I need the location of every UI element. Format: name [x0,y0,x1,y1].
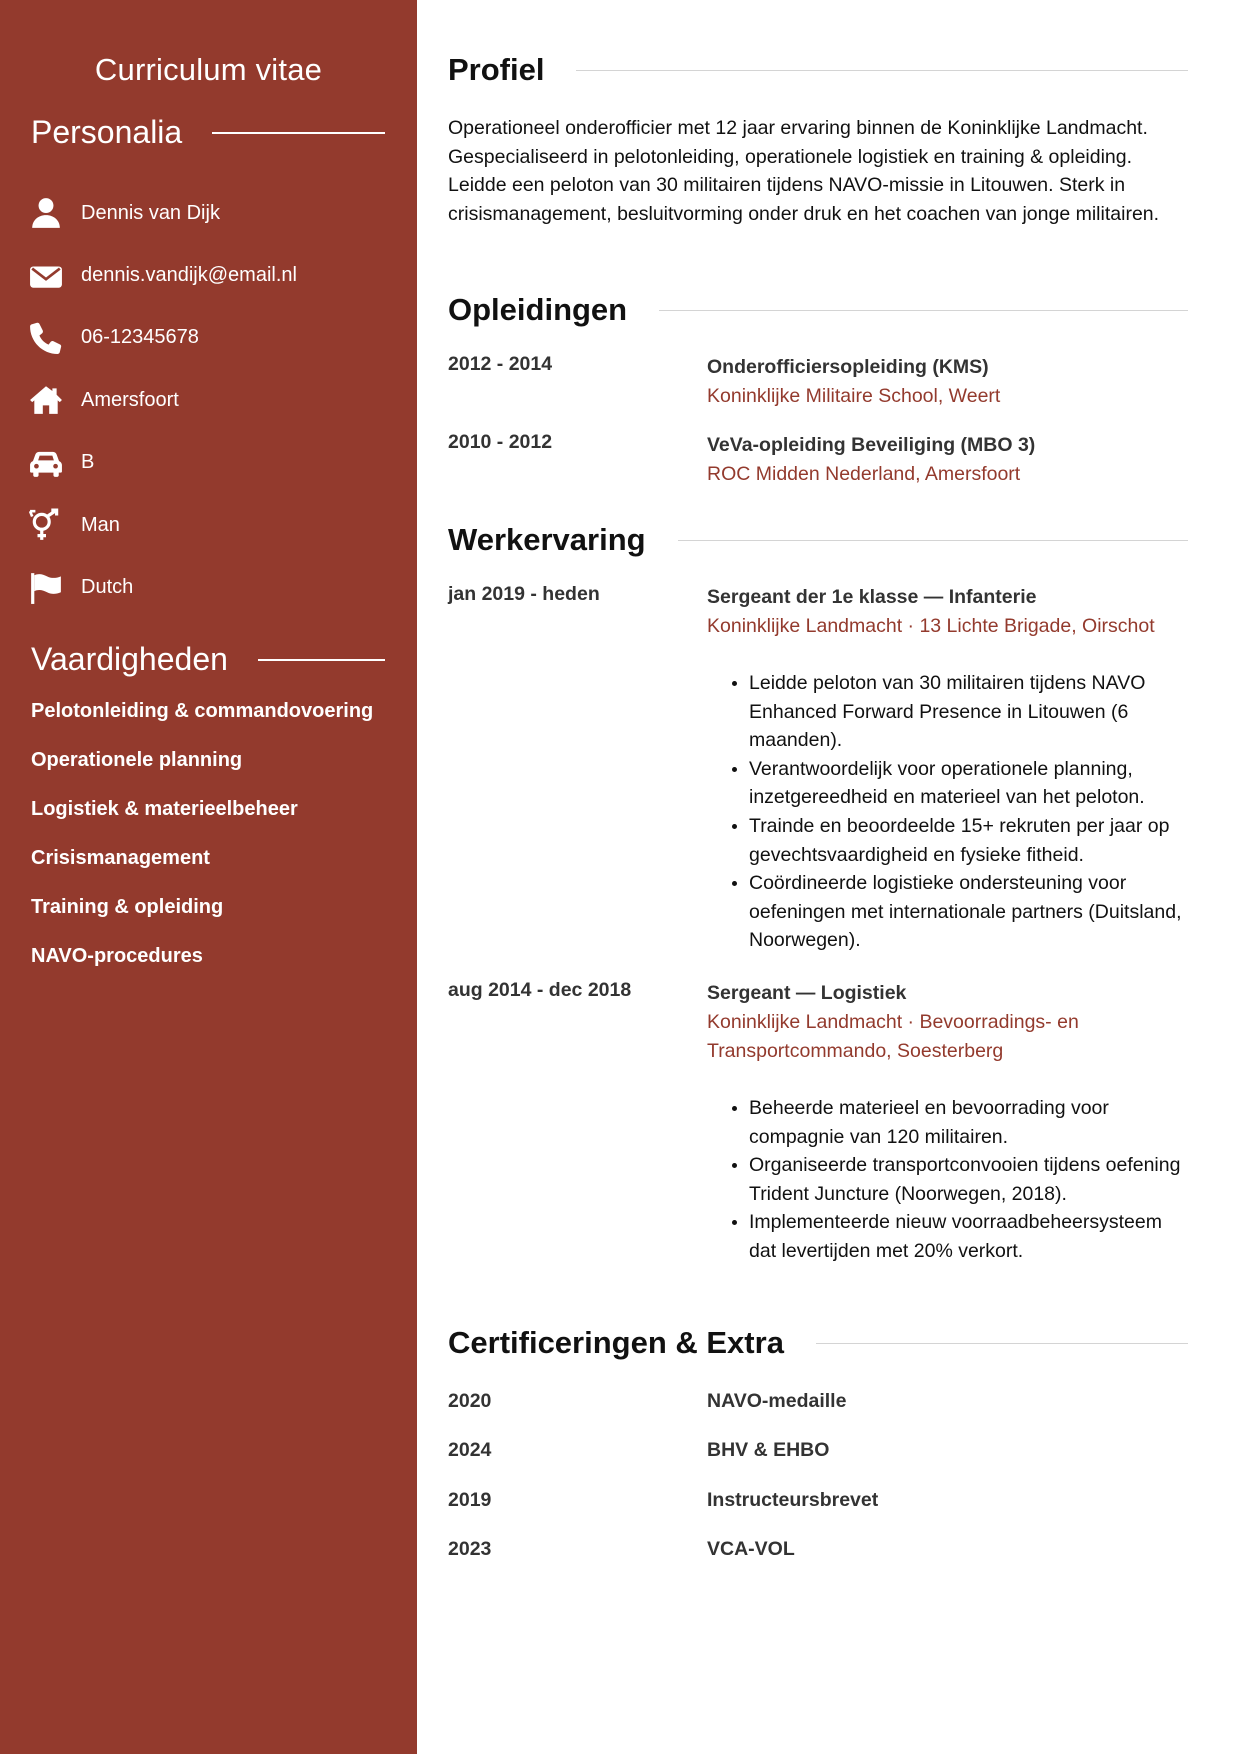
experience-bullet: • Beheerde materieel en bevoorrading voor compagnie van 120 militairen. [749,1094,1190,1151]
experience-heading-rule [678,540,1188,541]
info-email[interactable]: dennis.vandijk@email.nl [81,264,297,287]
envelope-icon [28,258,64,294]
flag-icon [28,570,64,606]
skill-item: Pelotonleiding & commandovoering [31,700,374,722]
experience-employer: Koninklijke Landmacht · 13 Lichte Brigade, Oirschot [707,615,1155,637]
info-item-gender [28,494,297,556]
education-heading [448,292,1188,328]
certification-name: NAVO-medaille [707,1390,847,1412]
experience-date: aug 2014 - dec 2018 [448,979,632,1001]
info-item-license [28,432,297,494]
user-icon [28,195,64,231]
skills-heading-rule [258,659,385,661]
experience-bullet: • Verantwoordelijk voor operationele planning, inzetgereedheid en materieel van het peloton. [749,755,1190,812]
certification-row [448,1538,1190,1568]
info-city: Amersfoort [81,388,179,411]
profile-heading [448,52,1188,88]
cv-title: Curriculum vitae [94,52,323,87]
info-item-phone [28,307,297,369]
skill-item: NAVO-procedures [31,945,203,967]
experience-bullet: • Trainde en beoordeelde 15+ rekruten per jaar op gevechtsvaardigheid en fysieke fitheid. [749,812,1190,869]
personalia-heading-rule [212,132,385,134]
certification-name: BHV & EHBO [707,1439,830,1461]
experience-employer: Koninklijke Landmacht · Bevoorradings- en Transportcommando, Soesterberg [707,1011,1079,1062]
experience-bullet: • Implementeerde nieuw voorraadbeheersysteem dat levertijden met 20% verkort. [749,1208,1190,1265]
profile-heading-rule [576,70,1188,71]
personalia-heading-label: Personalia [31,114,183,150]
skill-item: Crisismanagement [31,847,210,869]
certification-year: 2020 [448,1390,492,1412]
education-heading-rule [659,310,1188,311]
certification-row [448,1390,1190,1420]
info-driving-license: B [81,451,95,474]
gender-icon [28,507,64,543]
sidebar [0,0,417,1754]
info-nationality: Dutch [81,576,134,599]
certification-name: Instructeursbrevet [707,1489,879,1511]
skill-item: Training & opleiding [31,896,224,918]
info-item-email [28,244,297,306]
info-name: Dennis van Dijk [81,201,220,224]
certification-row [448,1489,1190,1519]
education-body [707,353,1190,411]
experience-bullet: • Organiseerde transportconvooien tijdens oefening Trident Juncture (Noorwegen, 2018). [749,1151,1190,1208]
experience-bullet: • Leidde peloton van 30 militairen tijdens NAVO Enhanced Forward Presence in Litouwen (6 maanden). [749,669,1190,755]
certification-name: VCA-VOL [707,1538,795,1560]
experience-body [707,583,1190,955]
info-item-name [28,182,297,244]
skill-item: Logistiek & materieelbeheer [31,798,298,820]
home-icon [28,382,64,418]
info-item-city [28,369,297,431]
education-title: VeVa-opleiding Beveiliging (MBO 3) [707,434,1036,456]
experience-title: Sergeant — Logistiek [707,982,907,1004]
skills-list [31,697,391,991]
education-heading-label: Opleidingen [448,292,628,327]
skill-item: Operationele planning [31,749,243,771]
education-title: Onderofficiersopleiding (KMS) [707,356,989,378]
skills-heading [31,641,385,678]
experience-body [707,979,1190,1266]
certification-year: 2024 [448,1439,492,1461]
info-item-nationality [28,556,297,618]
certifications-heading-rule [816,1343,1188,1344]
phone-icon [28,320,64,356]
info-gender: Man [81,513,120,536]
certification-year: 2023 [448,1538,492,1560]
certification-year: 2019 [448,1489,492,1511]
certifications-heading-label: Certificeringen & Extra [448,1325,784,1360]
education-institution: Koninklijke Militaire School, Weert [707,385,1001,407]
personal-info-list [28,182,297,619]
education-body [707,431,1190,489]
profile-text: Operationeel onderofficier met 12 jaar ervaring binnen de Koninklijke Landmacht. Gespecialiseerd in pelotonleiding, operationele logistiek en training & opleiding. Leidde een peloton van 30 militairen tijdens NAVO-missie in Litouwen. Sterk in crisismanagement, besluitvorming onder druk en het coachen van jonge militairen. [448,117,1160,225]
certification-row [448,1439,1190,1469]
experience-title: Sergeant der 1e klasse — Infanterie [707,586,1037,608]
education-institution: ROC Midden Nederland, Amersfoort [707,463,1021,485]
personalia-heading [31,114,385,151]
experience-bullets [707,669,1190,955]
experience-bullet: • Coördineerde logistieke ondersteuning voor oefeningen met internationale partners (Duitsland, Noorwegen). [749,869,1190,955]
profile-heading-label: Profiel [448,52,545,87]
education-date: 2012 - 2014 [448,353,553,375]
experience-heading-label: Werkervaring [448,522,646,557]
education-date: 2010 - 2012 [448,431,553,453]
skills-heading-label: Vaardigheden [31,641,228,677]
car-icon [28,445,64,481]
experience-date: jan 2019 - heden [448,583,600,605]
experience-bullets [707,1094,1190,1266]
experience-heading [448,522,1188,558]
info-phone[interactable]: 06-12345678 [81,326,199,349]
certifications-heading [448,1325,1188,1361]
